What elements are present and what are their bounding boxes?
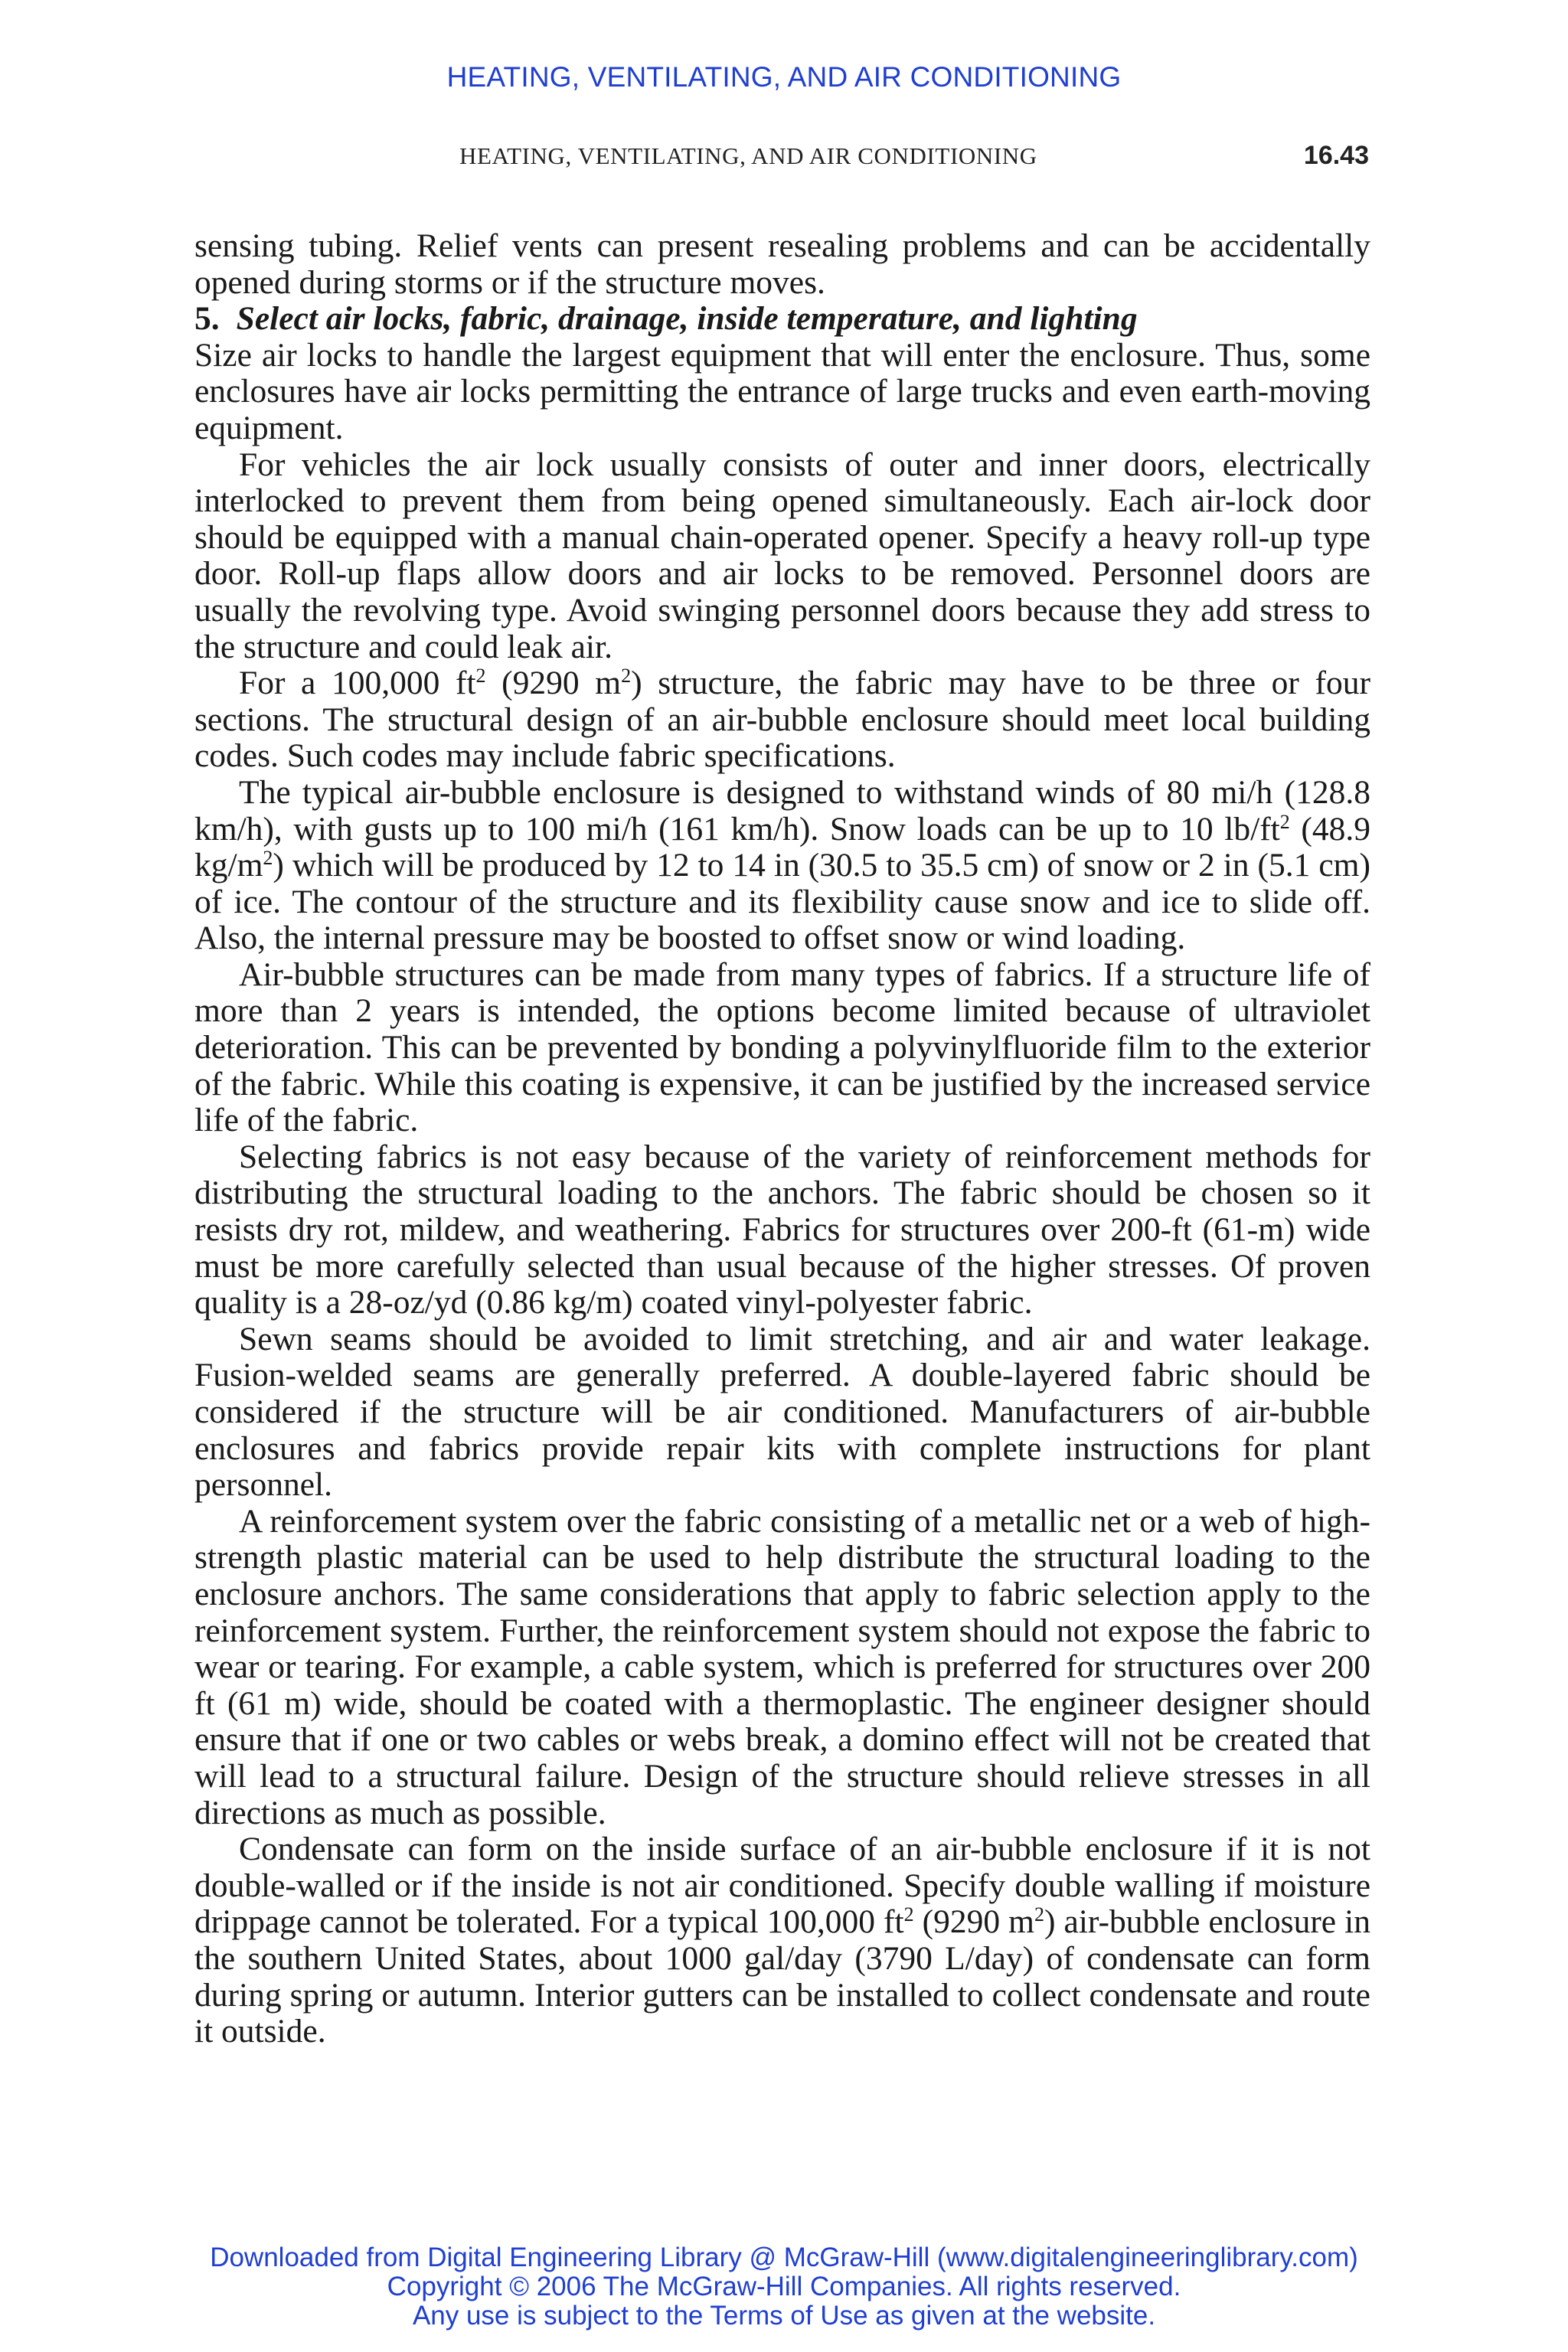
superscript: 2 (621, 665, 632, 688)
paragraph-air-locks: Size air locks to handle the largest equipment that will enter the enclosure. Thus, some enclosures have air locks permitting the entrance of large trucks and even earth-moving equipment. (194, 336, 1370, 446)
superscript: 2 (903, 1903, 914, 1926)
page-body (194, 228, 1370, 2050)
paragraph-fabric-sections (194, 665, 1370, 775)
running-head-title: HEATING, VENTILATING, AND AIR CONDITIONING (459, 142, 1037, 169)
superscript: 2 (1279, 810, 1290, 833)
footer-terms-link[interactable]: Any use is subject to the Terms of Use as given at the website. (412, 2301, 1156, 2331)
paragraph-reinforcement: A reinforcement system over the fabric consisting of a metallic net or a web of high-strength plastic material can be used to help distribute the structural loading to the enclosure anchors. The same considerations that apply to fabric selection apply to the reinforcement system. Further, the reinforcement system should not expose the fabric to wear or tearing. For example, a cable system, which is preferred for structures over 200 ft (61 m) wide, should be coated with a thermoplastic. The engineer designer should ensure that if one or two cables or webs break, a domino effect will not be created that will lead to a structural failure. Design of the structure should relieve stresses in all directions as much as possible. (194, 1502, 1370, 1831)
superscript: 2 (475, 665, 486, 688)
text-span: The typical air-bubble enclosure is designed to withstand winds of 80 mi/h (128.8 km/h), with gusts up to 100 mi/h (161 km/h). Snow loads can be up to 10 lb/ft (194, 773, 1370, 848)
continued-paragraph: sensing tubing. Relief vents can present resealing problems and can be accidentally opened during storms or if the structure moves. (194, 227, 1370, 301)
superscript: 2 (263, 847, 273, 870)
section-heading (194, 301, 1370, 338)
footer-download-link[interactable]: Downloaded from Digital Engineering Library @ McGraw-Hill (www.digitalengineeringlibrary.com) (210, 2243, 1358, 2272)
footer-notice (0, 2243, 1568, 2331)
text-span: ) which will be produced by 12 to 14 in (30.5 to 35.5 cm) of snow or 2 in (5.1 cm) of ice. The contour of the structure and its flexibility cause snow and ice to slide off. Also, the internal pressure may be boosted to offset snow or wind loading. (194, 847, 1370, 957)
text-span: Condensate can form on the inside surface of an air-bubble enclosure if it is not double-walled or if the inside is not air conditioned. Specify double walling if moisture drippage cannot be tolerated. For a typical 100,000 ft (194, 1831, 1370, 1941)
footer-copyright-link[interactable]: Copyright © 2006 The McGraw-Hill Companies. All rights reserved. (387, 2272, 1181, 2301)
paragraph-selecting-fabrics: Selecting fabrics is not easy because of the variety of reinforcement methods for distributing the structural loading to the anchors. The fabric should be chosen so it resists dry rot, mildew, and weathering. Fabrics for structures over 200-ft (61-m) wide must be more carefully selected than usual because of the higher stresses. Of proven quality is a 28-oz/yd (0.86 kg/m) coated vinyl-polyester fabric. (194, 1138, 1370, 1321)
paragraph-condensate (194, 1831, 1370, 2050)
text-span: ) structure, the fabric may have to be three or four sections. The structural design of an air-bubble enclosure should meet local building codes. Such codes may include fabric specifications. (194, 665, 1370, 775)
text-span: (9290 m (485, 665, 622, 702)
paragraph-vehicle-doors: For vehicles the air lock usually consists of outer and inner doors, electrically interlocked to prevent them from being opened simultaneously. Each air-lock door should be equipped with a manual chain-operated opener. Specify a heavy roll-up type door. Roll-up flaps allow doors and air locks to be removed. Personnel doors are usually the revolving type. Avoid swinging personnel doors because they add stress to the structure and could leak air. (194, 446, 1370, 665)
section-number: 5. (194, 300, 220, 338)
page-number: 16.43 (1303, 141, 1369, 170)
paragraph-wind-snow-loads (194, 775, 1370, 957)
paragraph-seams: Sewn seams should be avoided to limit stretching, and air and water leakage. Fusion-welded seams are generally preferred. A double-layered fabric should be considered if the structure will be air conditioned. Manufacturers of air-bubble enclosures and fabrics provide repair kits with complete instructions for plant personnel. (194, 1320, 1370, 1504)
text-span: (9290 m (913, 1903, 1034, 1941)
superscript: 2 (1034, 1903, 1044, 1926)
section-title: Select air locks, fabric, drainage, inside temperature, and lighting (236, 300, 1138, 338)
paragraph-fabric-types: Air-bubble structures can be made from many types of fabrics. If a structure life of more than 2 years is intended, the options become limited because of ultraviolet deterioration. This can be prevented by bonding a polyvinylfluoride film to the exterior of the fabric. While this coating is expensive, it can be justified by the increased service life of the fabric. (194, 956, 1370, 1139)
chapter-link[interactable]: HEATING, VENTILATING, AND AIR CONDITIONING (446, 61, 1122, 93)
text-span: (48.9 kg/m (194, 810, 1370, 884)
text-span: ) air-bubble enclosure in the southern United States, about 1000 gal/day (3790 L/day) of condensate can form during spring or autumn. Interior gutters can be installed to collect condensate and route it outside. (194, 1903, 1370, 2050)
text-span: For a 100,000 ft (239, 665, 476, 702)
